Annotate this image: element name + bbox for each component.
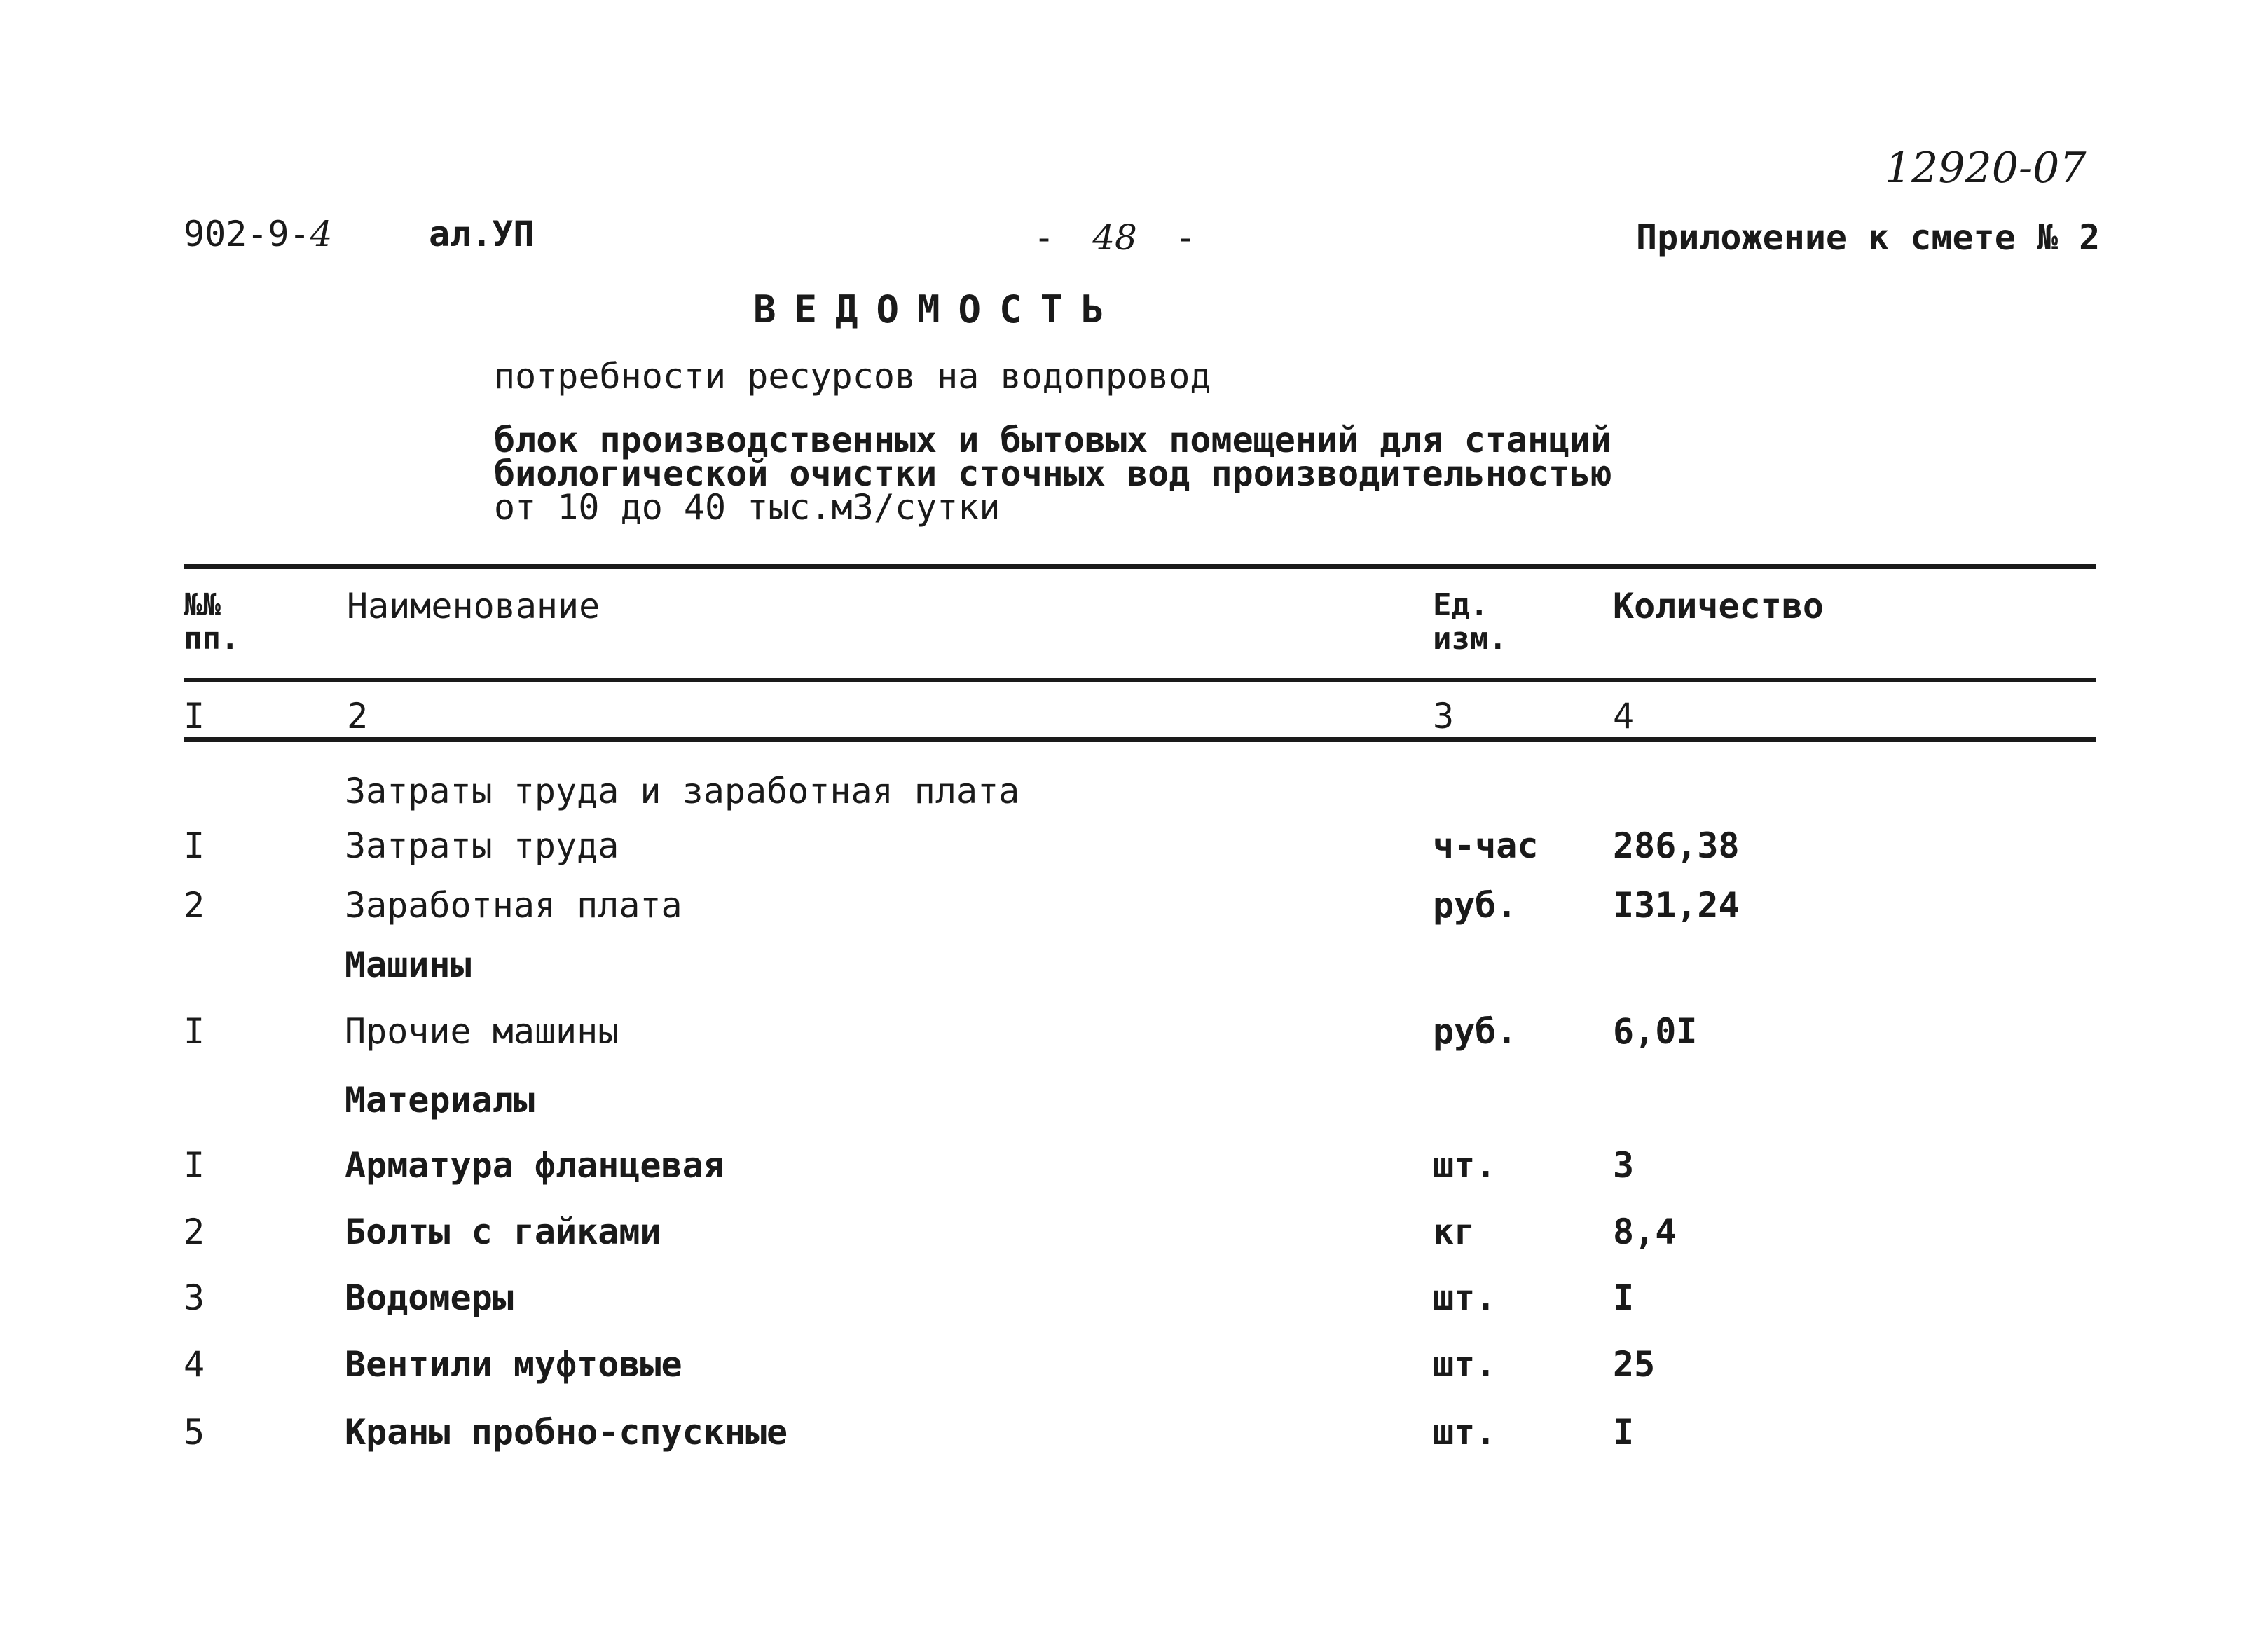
row-name: Прочие машины bbox=[345, 1011, 619, 1052]
row-name: Водомеры bbox=[345, 1277, 514, 1318]
section-title: Затраты труда и заработная плата bbox=[345, 771, 1020, 811]
column-numbers-rule bbox=[184, 737, 2096, 742]
row-unit: ч-час bbox=[1433, 825, 1539, 866]
header-unit-line1: Ед. bbox=[1433, 587, 1489, 623]
table-row bbox=[0, 1145, 2268, 1194]
row-quantity: 3 bbox=[1613, 1145, 1635, 1186]
row-number: 2 bbox=[184, 1212, 205, 1252]
row-unit: шт. bbox=[1433, 1277, 1497, 1318]
header-unit bbox=[1433, 589, 1507, 656]
table-row bbox=[0, 1277, 2268, 1326]
table-top-rule bbox=[184, 564, 2096, 569]
row-quantity: 6,0I bbox=[1613, 1011, 1698, 1052]
row-quantity: I bbox=[1613, 1277, 1635, 1318]
page-dash-right: - bbox=[1174, 217, 1197, 258]
row-name: Затраты труда bbox=[345, 825, 619, 866]
section-row-materials bbox=[0, 1080, 2268, 1129]
row-unit: шт. bbox=[1433, 1412, 1497, 1453]
column-number-2: 2 bbox=[347, 696, 369, 736]
album-label: ал.УП bbox=[429, 214, 535, 254]
section-row-machines bbox=[0, 945, 2268, 994]
document-title: ВЕДОМОСТЬ bbox=[753, 287, 1122, 331]
row-quantity: 286,38 bbox=[1613, 825, 1740, 866]
table-row bbox=[0, 1212, 2268, 1261]
table-row bbox=[0, 885, 2268, 934]
row-unit: шт. bbox=[1433, 1344, 1497, 1385]
table-row bbox=[0, 1344, 2268, 1393]
row-number: I bbox=[184, 825, 205, 866]
row-number: 3 bbox=[184, 1277, 205, 1318]
row-unit: руб. bbox=[1433, 1011, 1518, 1052]
header-num-line1: №№ bbox=[184, 587, 221, 623]
header-name: Наименование bbox=[347, 586, 600, 626]
row-unit: кг bbox=[1433, 1212, 1476, 1252]
table-row bbox=[0, 1011, 2268, 1060]
header-qty: Количество bbox=[1613, 586, 1824, 626]
document-code-handwritten: 4 bbox=[310, 214, 333, 254]
table-row bbox=[0, 1412, 2268, 1461]
section-title: Материалы bbox=[345, 1080, 535, 1120]
page-dash-left: - bbox=[1033, 217, 1055, 258]
document-subtitle: потребности ресурсов на водопровод bbox=[494, 356, 1211, 397]
page-number-block bbox=[1033, 217, 1196, 258]
row-name: Арматура фланцевая bbox=[345, 1145, 724, 1186]
row-quantity: I bbox=[1613, 1412, 1635, 1453]
row-name: Болты с гайками bbox=[345, 1212, 661, 1252]
row-unit: шт. bbox=[1433, 1145, 1497, 1186]
row-number: I bbox=[184, 1145, 205, 1186]
column-number-3: 3 bbox=[1433, 696, 1455, 736]
row-number: 5 bbox=[184, 1412, 205, 1453]
row-number: 2 bbox=[184, 885, 205, 926]
header-unit-line2: изм. bbox=[1433, 621, 1507, 657]
header-bottom-rule bbox=[184, 678, 2096, 682]
object-line-1: блок производственных и бытовых помещений для станций bbox=[494, 420, 1612, 460]
column-number-1: I bbox=[184, 696, 205, 736]
object-line-2: биологической очистки сточных вод производительностью bbox=[494, 453, 1612, 494]
document-code-typed: 902-9- bbox=[184, 214, 310, 254]
row-quantity: I31,24 bbox=[1613, 885, 1740, 926]
section-title: Машины bbox=[345, 945, 472, 985]
row-name: Заработная плата bbox=[345, 885, 682, 926]
section-row-labor bbox=[0, 771, 2268, 820]
registration-stamp: 12920-07 bbox=[1885, 144, 2087, 193]
row-quantity: 8,4 bbox=[1613, 1212, 1677, 1252]
table-row bbox=[0, 825, 2268, 875]
row-name: Краны пробно-спускные bbox=[345, 1412, 788, 1453]
page-number: 48 bbox=[1092, 217, 1137, 258]
column-number-4: 4 bbox=[1613, 696, 1635, 736]
row-unit: руб. bbox=[1433, 885, 1518, 926]
row-number: I bbox=[184, 1011, 205, 1052]
row-number: 4 bbox=[184, 1344, 205, 1385]
row-quantity: 25 bbox=[1613, 1344, 1656, 1385]
document-code bbox=[184, 214, 332, 254]
annex-label: Приложение к смете № 2 bbox=[1636, 217, 2101, 258]
header-num bbox=[184, 589, 239, 656]
row-name: Вентили муфтовые bbox=[345, 1344, 682, 1385]
header-num-line2: пп. bbox=[184, 621, 240, 657]
object-line-3: от 10 до 40 тыс.м3/сутки bbox=[494, 487, 1001, 528]
